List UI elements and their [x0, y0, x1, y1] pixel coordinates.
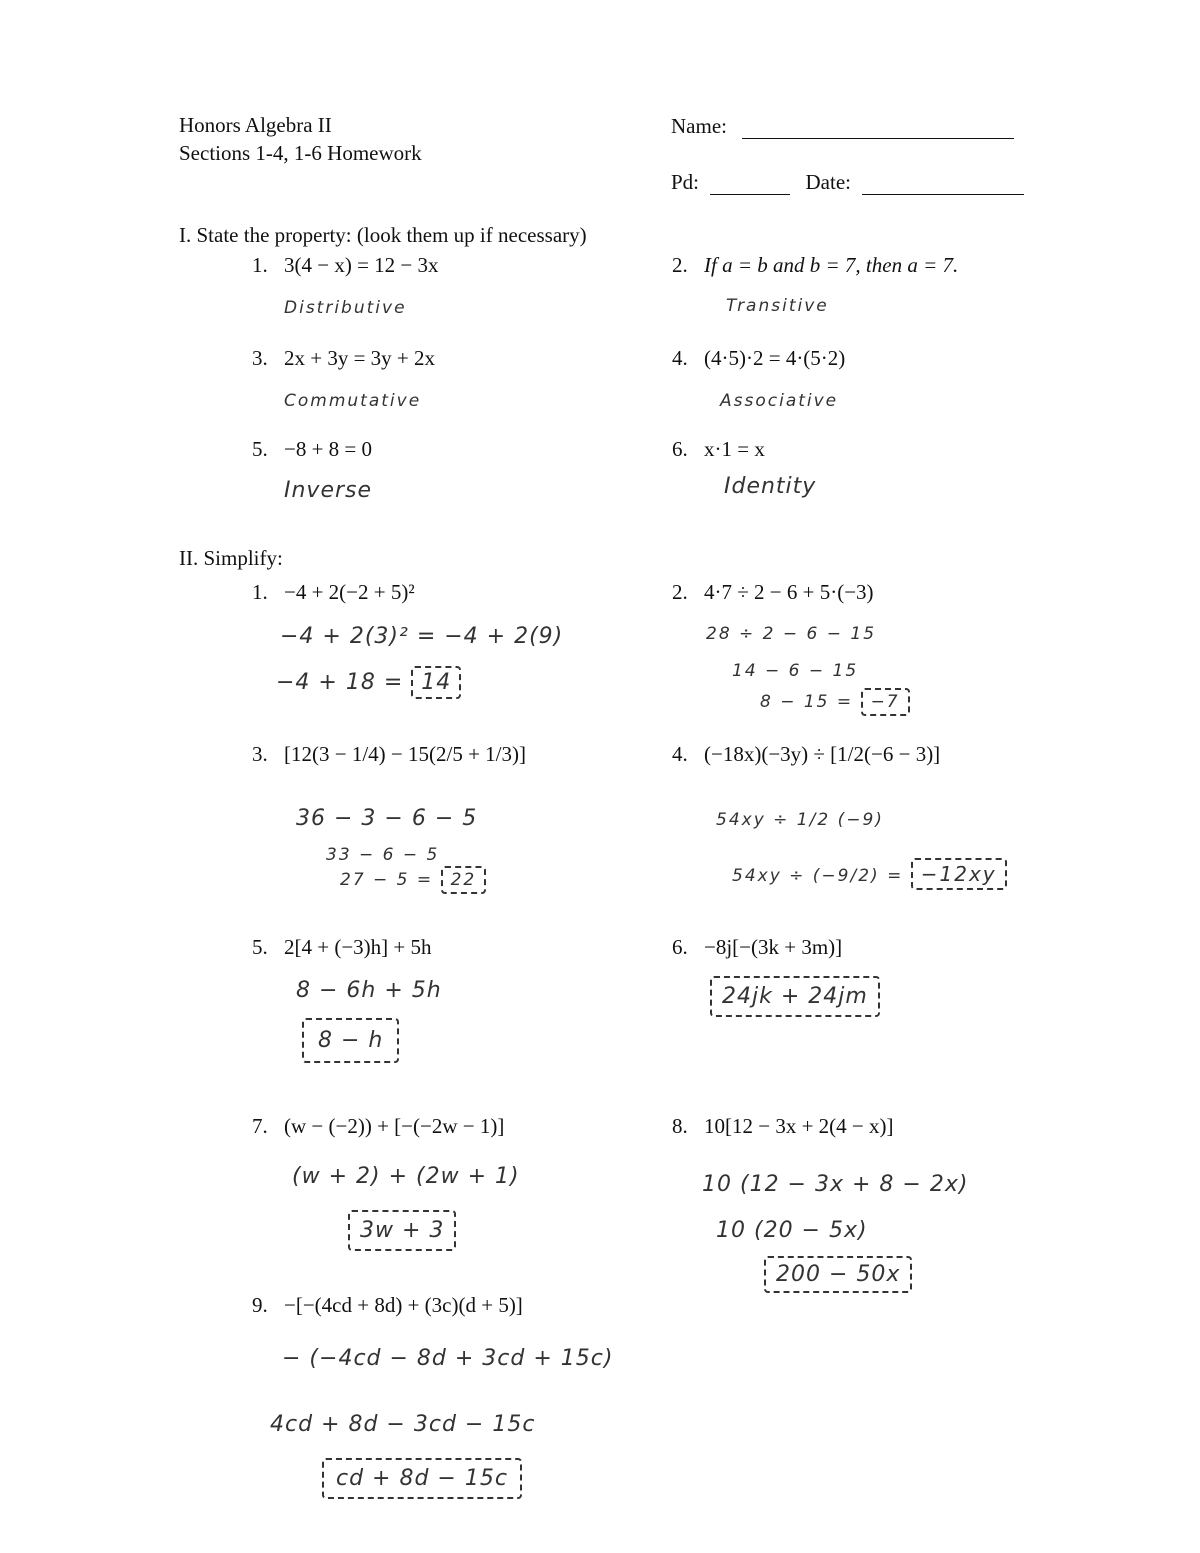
work-line	[348, 1218, 456, 1243]
simplify-problem-5	[252, 935, 432, 960]
problem-expression: 2x + 3y = 3y + 2x	[284, 346, 436, 370]
pd-label: Pd:	[671, 170, 700, 194]
boxed-answer: cd + 8d − 15c	[322, 1458, 522, 1499]
problem-expression: (4·5)·2 = 4·(5·2)	[704, 346, 846, 370]
work-line: 36 − 3 − 6 − 5	[296, 806, 478, 831]
handwritten-answer: Transitive	[726, 296, 829, 316]
handwritten-answer: Associative	[720, 391, 839, 411]
name-field[interactable]	[742, 138, 1014, 139]
boxed-answer: 22	[441, 866, 487, 894]
problem-number: 6.	[672, 935, 688, 959]
work-line	[764, 1262, 912, 1287]
boxed-answer: 3w + 3	[348, 1210, 456, 1251]
problem-expression: −4 + 2(−2 + 5)²	[284, 580, 415, 604]
property-problem-6	[672, 437, 765, 462]
problem-expression: −[−(4cd + 8d) + (3c)(d + 5)]	[284, 1293, 523, 1317]
property-problem-3	[252, 346, 435, 371]
simplify-problem-4	[672, 742, 940, 767]
simplify-problem-7	[252, 1114, 504, 1139]
handwritten-answer: Inverse	[284, 478, 373, 503]
handwritten-answer: Identity	[724, 474, 817, 499]
problem-number: 7.	[252, 1114, 268, 1138]
property-problem-4	[672, 346, 845, 371]
boxed-answer: −12xy	[911, 858, 1007, 890]
simplify-problem-1	[252, 580, 415, 605]
problem-number: 4.	[672, 346, 688, 370]
work-text: 54xy ÷ (−9/2)	[732, 866, 880, 886]
property-problem-2	[672, 253, 958, 278]
work-line: −4 + 18 = 14	[276, 670, 461, 695]
pd-date-row	[671, 170, 1024, 195]
date-field[interactable]	[862, 194, 1024, 195]
problem-expression: (−18x)(−3y) ÷ [1/2(−6 − 3)]	[704, 742, 941, 766]
work-line: (w + 2) + (2w + 1)	[292, 1164, 520, 1189]
work-line: 28 ÷ 2 − 6 − 15	[706, 624, 877, 644]
work-line	[322, 1466, 522, 1491]
simplify-problem-3	[252, 742, 526, 767]
work-line: 33 − 6 − 5	[326, 845, 440, 865]
problem-expression: 2[4 + (−3)h] + 5h	[284, 935, 432, 959]
work-line	[302, 1028, 399, 1053]
section-2-heading: II. Simplify:	[179, 546, 283, 570]
name-label: Name:	[671, 114, 727, 138]
simplify-problem-9	[252, 1293, 523, 1318]
work-text: 8 − 15	[760, 692, 830, 712]
problem-expression: 4·7 ÷ 2 − 6 + 5·(−3)	[704, 580, 874, 604]
problem-expression: −8 + 8 = 0	[284, 437, 373, 461]
problem-number: 1.	[252, 580, 268, 604]
work-line: 54xy ÷ 1/2 (−9)	[716, 810, 884, 830]
property-problem-5	[252, 437, 372, 462]
work-text: −4 + 18	[276, 670, 376, 695]
boxed-answer: 14	[411, 666, 461, 699]
work-line: −4 + 2(3)² = −4 + 2(9)	[280, 624, 564, 649]
problem-number: 5.	[252, 935, 268, 959]
simplify-problem-2	[672, 580, 874, 605]
problem-expression: [12(3 − 1/4) − 15(2/5 + 1/3)]	[284, 742, 526, 766]
work-line: 10 (20 − 5x)	[716, 1218, 868, 1243]
work-line: 4cd + 8d − 3cd − 15c	[270, 1412, 536, 1437]
work-line: 54xy ÷ (−9/2) = −12xy	[732, 862, 1007, 886]
work-line: 14 − 6 − 15	[732, 661, 859, 681]
property-problem-1	[252, 253, 439, 278]
problem-number: 5.	[252, 437, 268, 461]
problem-number: 3.	[252, 346, 268, 370]
problem-number: 8.	[672, 1114, 688, 1138]
section-1-heading: I. State the property: (look them up if necessary)	[179, 223, 587, 247]
problem-expression: x·1 = x	[704, 437, 765, 461]
problem-expression: If a = b and b = 7, then a = 7.	[704, 253, 959, 277]
boxed-answer: 24jk + 24jm	[710, 976, 880, 1017]
pd-field[interactable]	[710, 194, 790, 195]
course-title: Honors Algebra II	[179, 113, 332, 137]
problem-number: 9.	[252, 1293, 268, 1317]
work-line	[710, 984, 880, 1009]
work-text: 27 − 5	[340, 870, 410, 890]
sections-title: Sections 1-4, 1-6 Homework	[179, 141, 422, 165]
work-line: 8 − 15 = −7	[760, 692, 910, 712]
boxed-answer: −7	[861, 688, 910, 716]
problem-number: 2.	[672, 253, 688, 277]
handwritten-answer: Distributive	[284, 298, 407, 318]
problem-expression: (w − (−2)) + [−(−2w − 1)]	[284, 1114, 505, 1138]
simplify-problem-8	[672, 1114, 894, 1139]
work-line: − (−4cd − 8d + 3cd + 15c)	[282, 1346, 614, 1371]
problem-number: 2.	[672, 580, 688, 604]
problem-number: 1.	[252, 253, 268, 277]
simplify-problem-6	[672, 935, 842, 960]
work-line: 27 − 5 = 22	[340, 870, 486, 890]
problem-number: 4.	[672, 742, 688, 766]
boxed-answer: 200 − 50x	[764, 1256, 912, 1293]
problem-number: 6.	[672, 437, 688, 461]
work-line: 10 (12 − 3x + 8 − 2x)	[702, 1172, 969, 1197]
problem-expression: 10[12 − 3x + 2(4 − x)]	[704, 1114, 894, 1138]
handwritten-answer: Commutative	[284, 391, 422, 411]
problem-number: 3.	[252, 742, 268, 766]
problem-expression: −8j[−(3k + 3m)]	[704, 935, 843, 959]
boxed-answer: 8 − h	[302, 1018, 399, 1063]
name-row	[671, 114, 1014, 139]
date-label: Date:	[805, 170, 851, 194]
work-line: 8 − 6h + 5h	[296, 978, 442, 1003]
problem-expression: 3(4 − x) = 12 − 3x	[284, 253, 439, 277]
